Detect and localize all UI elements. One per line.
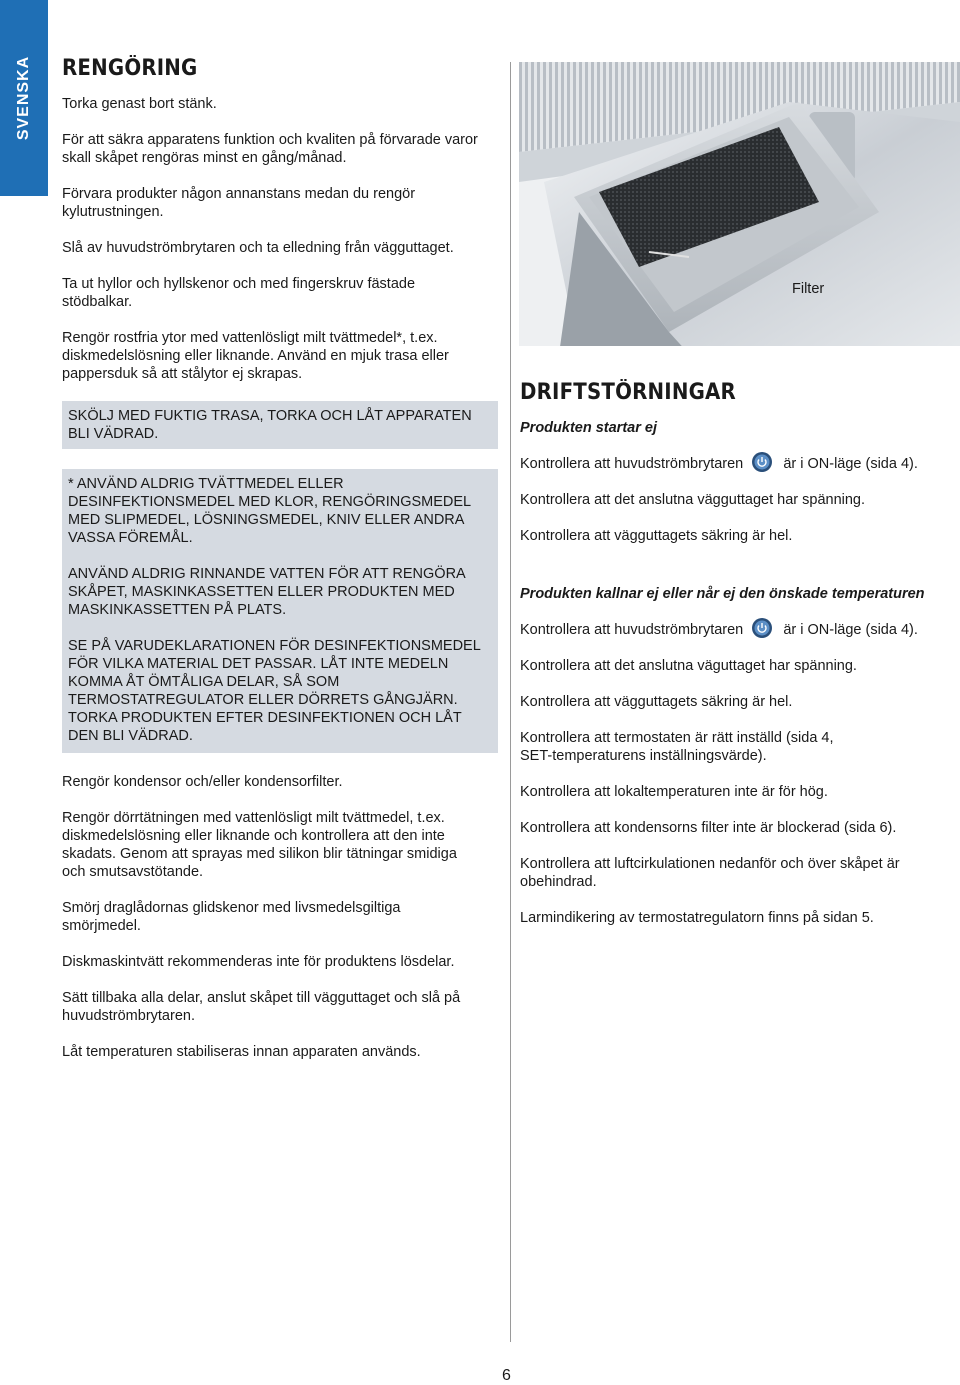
troubleshooting-heading: DRIFTSTÖRNINGAR — [520, 380, 736, 405]
no-start-check-outlet: Kontrollera att det anslutna vägguttaget har spänning. — [520, 492, 866, 509]
cleaning-para-5: Ta ut hyllor och hyllskenor och med fingerskruv fästade stödbalkar. — [62, 276, 416, 310]
warning-note-disinfectant: SE PÅ VARUDEKLARATIONEN FÖR DESINFEKTIONSMEDEL FÖR VILKA MATERIAL DET PASSAR. LÅT INTE MEDELN KOMMA ÅT ÖMTÅLIGA DELAR, SÅ SOM TERMOSTATREGULATOR ELLER DÖRRETS GÅNGJÄRN. TORKA PRODUKTEN EFTER DESINFEKTIONEN OCH LÅT DEN BLI VÄDRAD. — [68, 638, 481, 744]
not-cooling-check-fuse: Kontrollera att vägguttagets säkring är hel. — [520, 694, 793, 711]
issue-not-cooling-heading: Produkten kallnar ej eller når ej den önskade temperaturen — [520, 586, 925, 603]
no-start-check-switch-text-end: är i ON-läge (sida 4). — [783, 456, 918, 472]
warning-note-water: ANVÄND ALDRIG RINNANDE VATTEN FÖR ATT RENGÖRA SKÅPET, MASKINKASSETTEN ELLER PRODUKTEN MED MASKINKASSETTEN PÅ PLATS. — [68, 566, 465, 618]
cleaning-para-10: Diskmaskintvätt rekommenderas inte för produktens lösdelar. — [62, 954, 455, 970]
warning-note-detergent: * ANVÄND ALDRIG TVÄTTMEDEL ELLER DESINFEKTIONSMEDEL MED KLOR, RENGÖRINGSMEDEL MED SLIPMEDEL, LÖSNINGSMEDEL, KNIV ELLER ANDRA VASSA FÖREMÅL. — [68, 476, 471, 546]
cleaning-para-1: Torka genast bort stänk. — [62, 96, 217, 112]
not-cooling-check-switch — [520, 621, 950, 639]
no-start-check-switch-text: Kontrollera att huvudströmbrytaren — [520, 456, 744, 472]
issue-no-start-heading: Produkten startar ej — [520, 420, 657, 436]
rinse-note-text: SKÖLJ MED FUKTIG TRASA, TORKA OCH LÅT APPARATEN BLI VÄDRAD. — [68, 408, 472, 442]
page-number: 6 — [502, 1367, 511, 1384]
cleaning-heading: RENGÖRING — [62, 56, 198, 81]
not-cooling-alarm-reference: Larmindikering av termostatregulatorn finns på sidan 5. — [520, 910, 874, 927]
not-cooling-check-switch-text-end: är i ON-läge (sida 4). — [783, 622, 918, 639]
cleaning-para-4: Slå av huvudströmbrytaren och ta elledning från vägguttaget. — [62, 240, 454, 256]
cleaning-para-11: Sätt tillbaka alla delar, anslut skåpet till vägguttaget och slå på huvudströmbrytaren. — [62, 990, 461, 1024]
cleaning-para-7: Rengör kondensor och/eller kondensorfilter. — [62, 774, 343, 790]
cleaning-para-2: För att säkra apparatens funktion och kvaliten på förvarade varor skall skåpet rengöras minst en gång/månad. — [62, 132, 478, 166]
power-button-icon — [751, 617, 773, 639]
not-cooling-check-outlet: Kontrollera att det anslutna väguttaget har spänning. — [520, 658, 857, 675]
filter-illustration — [519, 62, 960, 354]
troubleshooting-section — [520, 380, 950, 945]
no-start-check-switch — [520, 455, 950, 473]
cleaning-section — [62, 56, 502, 1079]
warning-note — [62, 469, 498, 753]
not-cooling-check-thermostat: Kontrollera att termostaten är rätt inställd (sida 4, SET-temperaturens inställningsvärde). — [520, 730, 834, 765]
cleaning-para-9: Smörj draglådornas glidskenor med livsmedelsgiltiga smörjmedel. — [62, 900, 401, 934]
not-cooling-check-room-temp: Kontrollera att lokaltemperaturen inte är för hög. — [520, 784, 828, 801]
column-divider — [510, 62, 511, 1342]
power-button-icon — [751, 451, 773, 473]
not-cooling-check-filter: Kontrollera att kondensorns filter inte är blockerad (sida 6). — [520, 820, 897, 837]
filter-label: Filter — [792, 281, 825, 297]
no-start-check-fuse: Kontrollera att vägguttagets säkring är hel. — [520, 528, 793, 545]
cleaning-para-6: Rengör rostfria ytor med vattenlösligt milt tvättmedel*, t.ex. diskmedelslösning eller liknande. Använd en mjuk trasa eller pappersduk så att stålytor ej skrapas. — [62, 330, 449, 382]
cleaning-para-3: Förvara produkter någon annanstans medan du rengör kylutrustningen. — [62, 186, 416, 220]
not-cooling-check-switch-text: Kontrollera att huvudströmbrytaren — [520, 622, 744, 639]
rinse-note — [62, 401, 498, 449]
condenser-filter-photo — [519, 62, 960, 354]
cleaning-para-12: Låt temperaturen stabiliseras innan apparaten används. — [62, 1044, 421, 1060]
language-tab — [0, 0, 48, 196]
not-cooling-check-airflow: Kontrollera att luftcirkulationen nedanför och över skåpet är obehindrad. — [520, 856, 900, 891]
cleaning-para-8: Rengör dörrtätningen med vattenlösligt milt tvättmedel, t.ex. diskmedelslösning eller liknande och kontrollera att den inte skadats. Genom att sprayas med silikon blir tätningar smidiga och smutsavstötande. — [62, 810, 457, 880]
language-tab-label: SVENSKA — [15, 55, 33, 141]
